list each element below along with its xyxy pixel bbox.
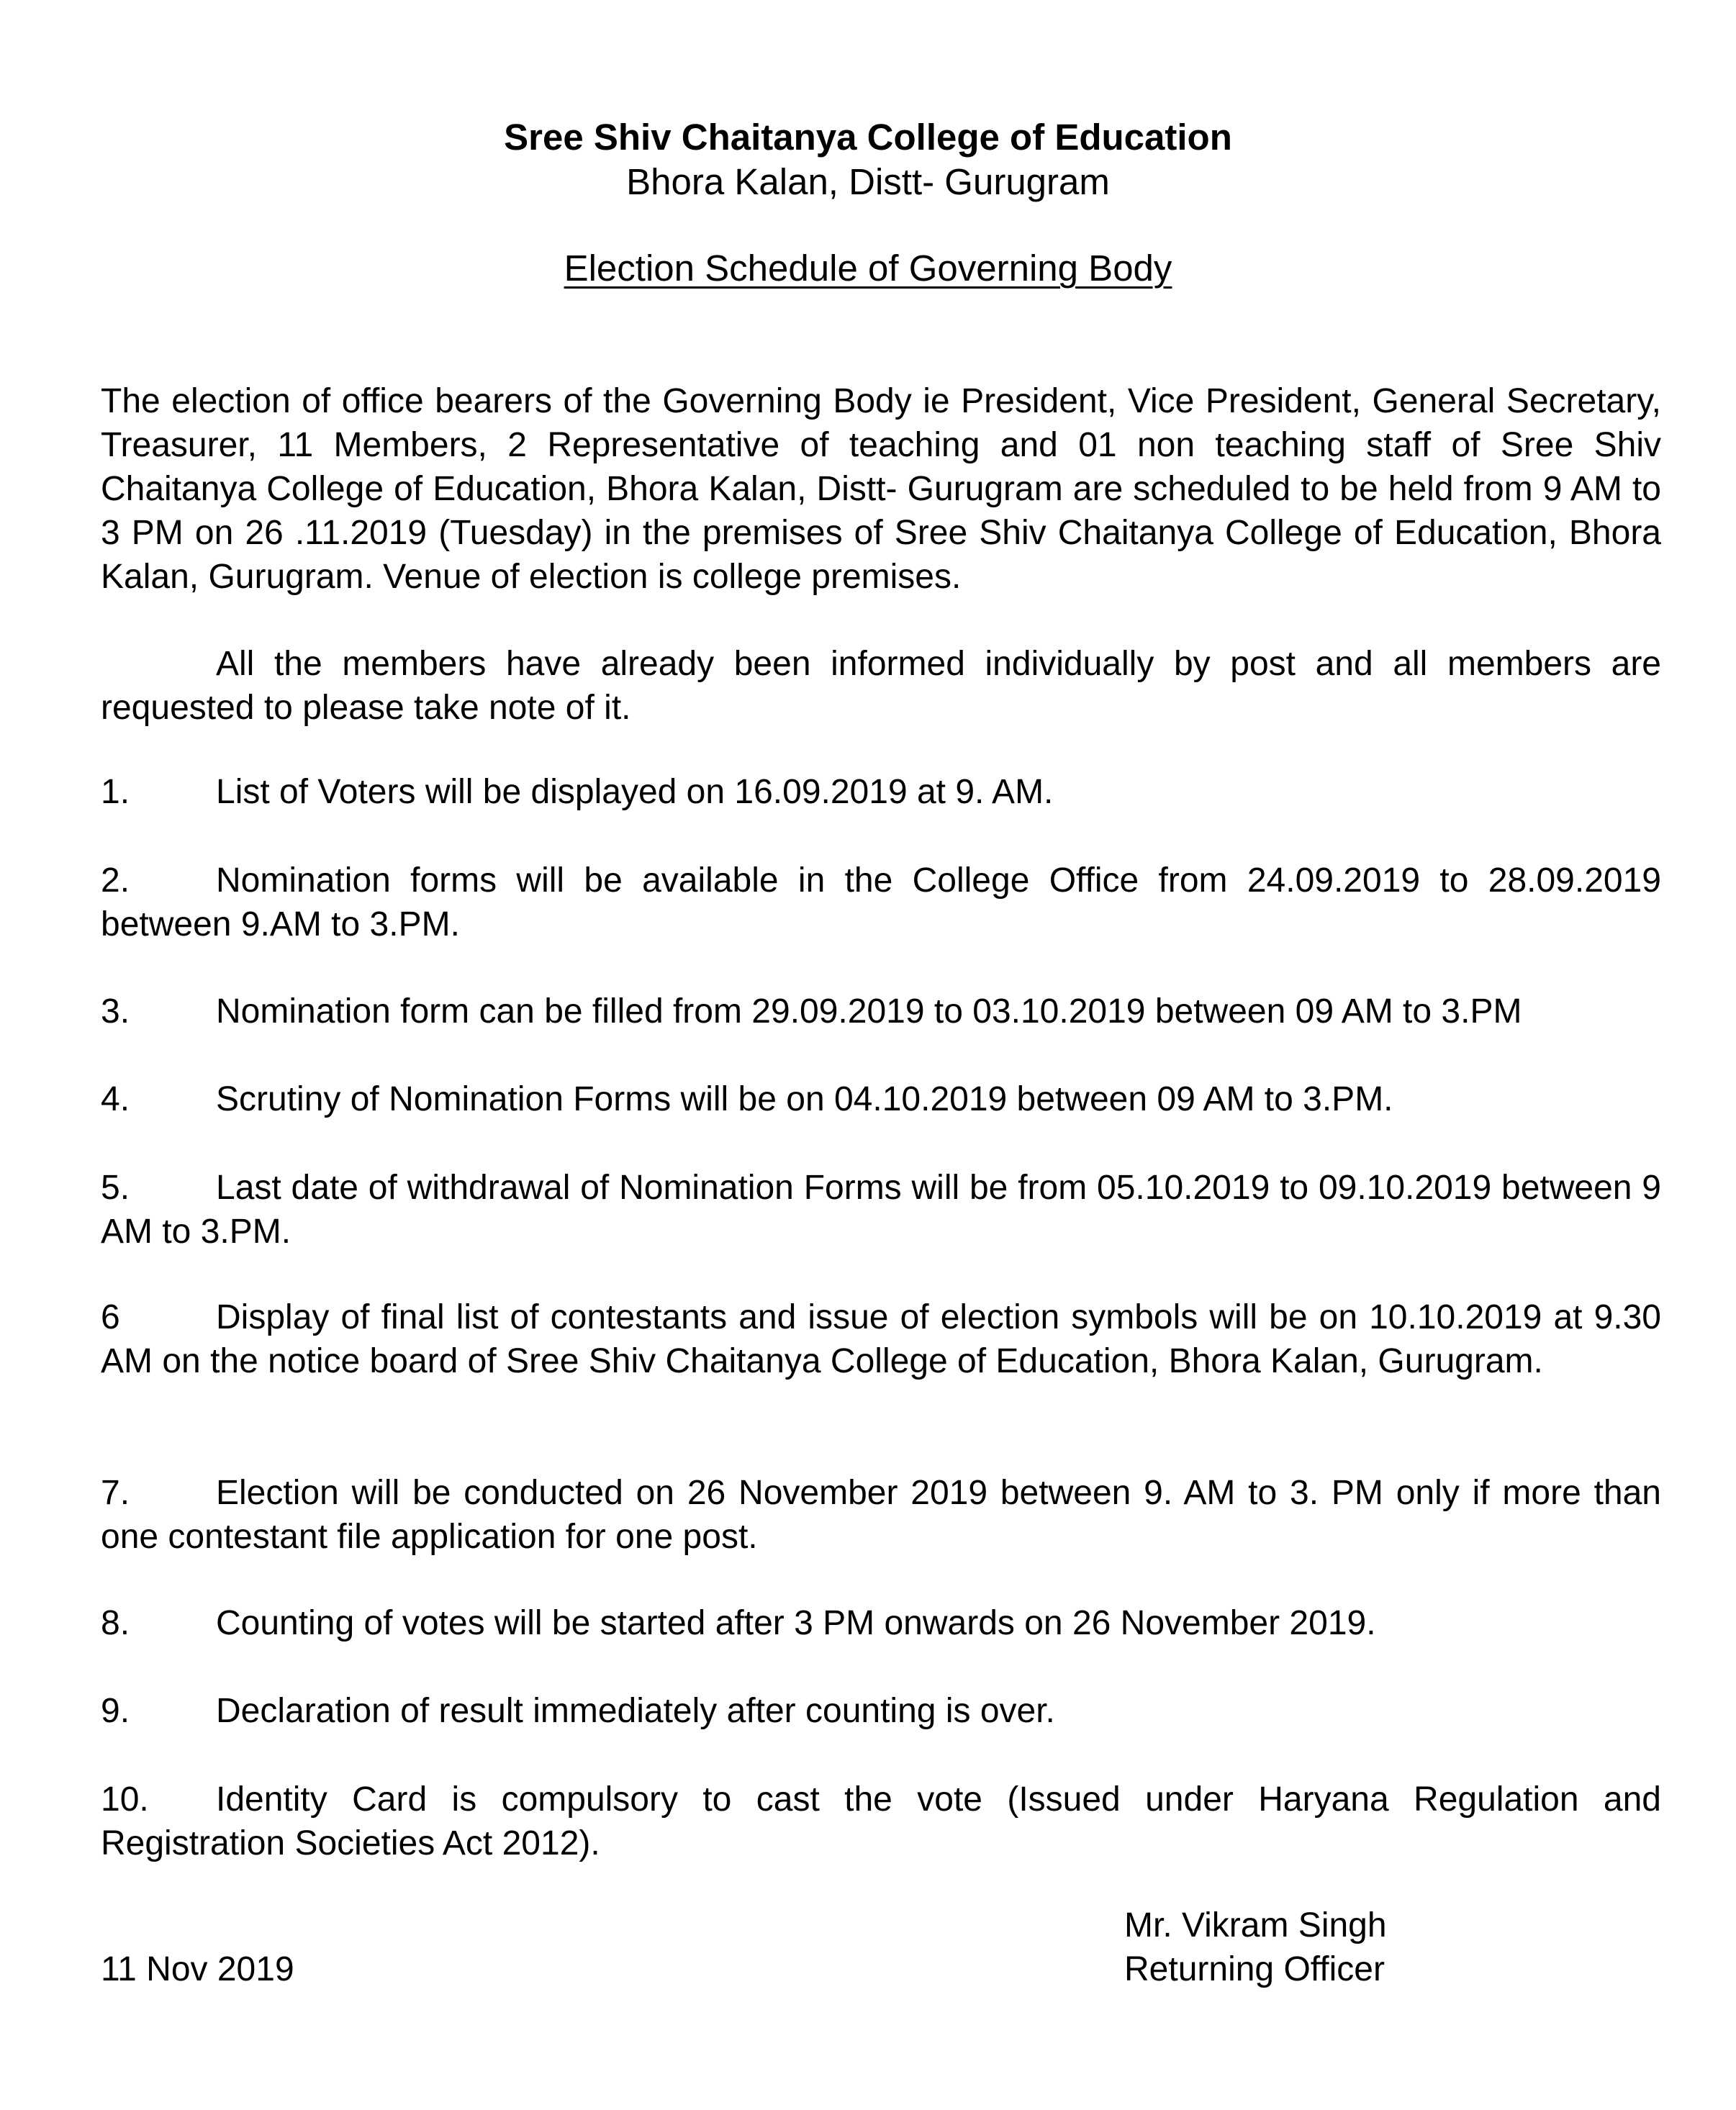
item-number: 8.: [101, 1604, 130, 1642]
signatory-name: Mr. Vikram Singh: [1124, 1906, 1387, 1944]
item-number: 2.: [101, 861, 130, 900]
item-text: Scrutiny of Nomination Forms will be on 04.10.2019 between 09 AM to 3.PM.: [216, 1080, 1393, 1118]
schedule-item-4: [101, 1077, 1661, 1121]
item-number: 6: [101, 1298, 120, 1336]
item-text: Identity Card is compulsory to cast the vote (Issued under Haryana Regulation and Registration Societies Act 2012).: [101, 1780, 1661, 1862]
intro-paragraph: The election of office bearers of the Governing Body ie President, Vice President, General Secretary, Treasurer, 11 Members, 2 Representative of teaching and 01 non teaching staff of Sree Shiv Chaitanya College of Education, Bhora Kalan, Distt- Gurugram are scheduled to be held from 9 AM to 3 PM on 26 .11.2019 (Tuesday) in the premises of Sree Shiv Chaitanya College of Education, Bhora Kalan, Gurugram. Venue of election is college premises.: [101, 382, 1661, 596]
schedule-title: [0, 246, 1736, 291]
item-text: Display of final list of contestants and issue of election symbols will be on 10.10.2019 at 9.30 AM on the notice board of Sree Shiv Chaitanya College of Education, Bhora Kalan, Gurugram.: [101, 1298, 1661, 1380]
college-address: Bhora Kalan, Distt- Gurugram: [626, 161, 1110, 202]
schedule-title-text: Election Schedule of Governing Body: [564, 248, 1172, 289]
schedule-item-2: [101, 859, 1661, 946]
schedule-item-10: [101, 1778, 1661, 1865]
schedule-item-7: [101, 1471, 1661, 1559]
item-text: Declaration of result immediately after counting is over.: [216, 1692, 1055, 1730]
schedule-item-3: [101, 990, 1661, 1033]
schedule-item-8: [101, 1601, 1661, 1645]
item-text: Nomination form can be filled from 29.09.2019 to 03.10.2019 between 09 AM to 3.PM: [216, 992, 1522, 1031]
item-text: Counting of votes will be started after 3 PM onwards on 26 November 2019.: [216, 1604, 1376, 1642]
college-name: Sree Shiv Chaitanya College of Education: [504, 117, 1232, 158]
item-number: 1.: [101, 773, 130, 811]
item-text: Election will be conducted on 26 November 2019 between 9. AM to 3. PM only if more than one contestant file application for one post.: [101, 1474, 1661, 1556]
signature-block: [1124, 1903, 1387, 1991]
item-number: 3.: [101, 992, 130, 1031]
signatory-title: Returning Officer: [1124, 1950, 1385, 1988]
item-number: 4.: [101, 1080, 130, 1118]
notice-date: 11 Nov 2019: [101, 1950, 294, 1988]
item-text: List of Voters will be displayed on 16.09.2019 at 9. AM.: [216, 773, 1054, 811]
item-number: 9.: [101, 1692, 130, 1730]
schedule-item-9: [101, 1689, 1661, 1733]
schedule-item-5: [101, 1166, 1661, 1254]
notice-paragraph: All the members have already been informed individually by post and all members are requested to please take note of it.: [101, 645, 1661, 727]
item-number: 10.: [101, 1780, 149, 1819]
schedule-item-1: [101, 770, 1661, 814]
schedule-item-6: [101, 1295, 1661, 1383]
item-text: Last date of withdrawal of Nomination Forms will be from 05.10.2019 to 09.10.2019 between 9 AM to 3.PM.: [101, 1169, 1661, 1251]
item-text: Nomination forms will be available in the College Office from 24.09.2019 to 28.09.2019 between 9.AM to 3.PM.: [101, 861, 1661, 943]
document-header: [0, 115, 1736, 204]
item-number: 5.: [101, 1169, 130, 1207]
item-number: 7.: [101, 1474, 130, 1512]
